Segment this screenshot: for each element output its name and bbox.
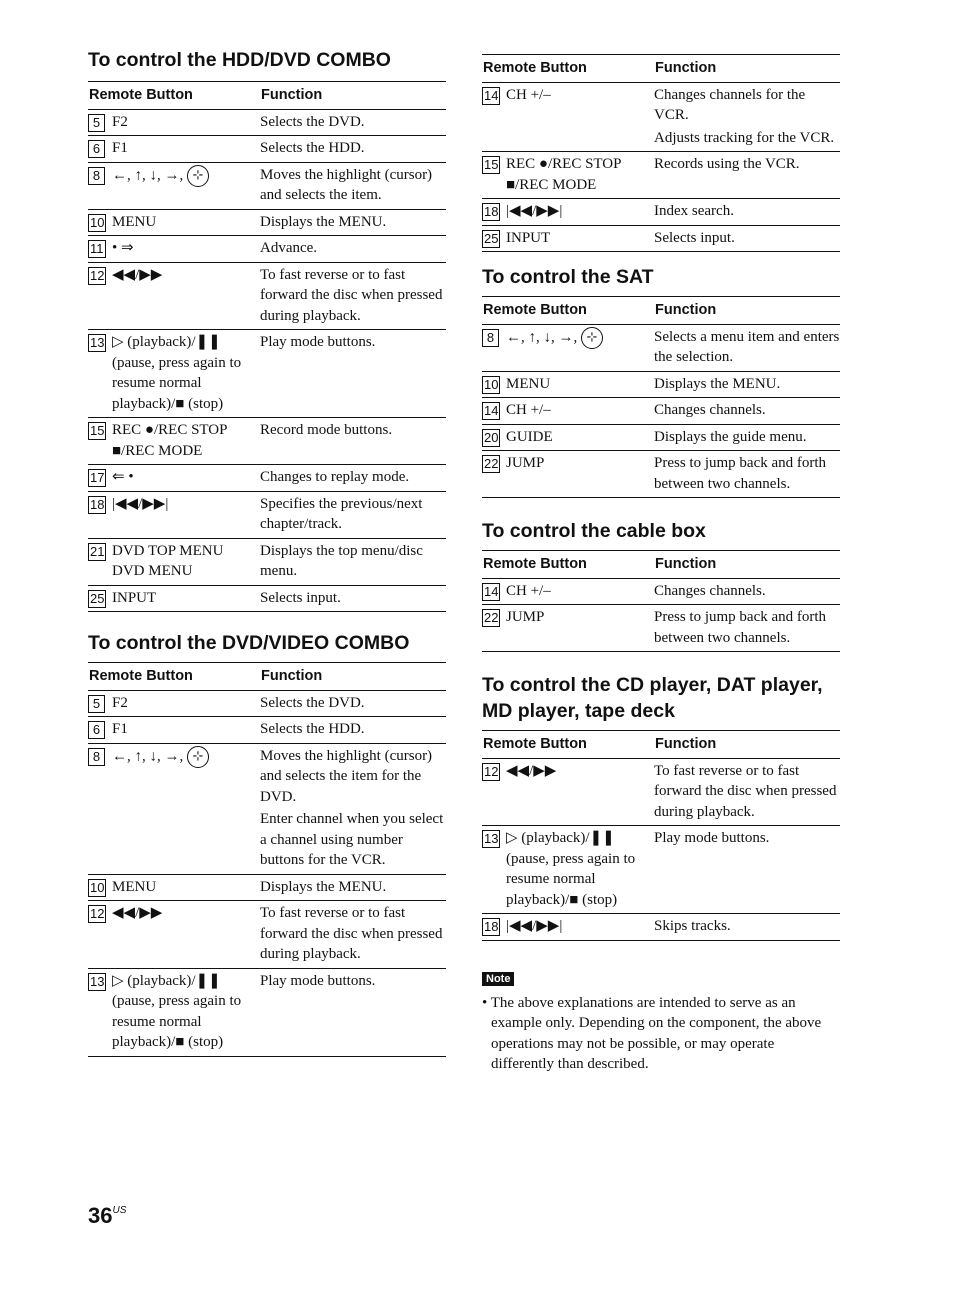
button-label: ◀◀/▶▶ <box>112 266 163 283</box>
function-text: Press to jump back and forth between two channels. <box>654 455 827 492</box>
header-function: Function <box>260 82 446 110</box>
button-label: ⇐ • <box>112 469 134 485</box>
button-label: MENU <box>112 213 157 230</box>
function-cell <box>260 491 446 538</box>
remote-button-cell <box>482 826 654 914</box>
function-cell <box>260 236 446 263</box>
function-text: Selects input. <box>654 229 735 246</box>
function-cell <box>260 874 446 901</box>
table-row <box>88 968 446 1056</box>
function-text: Index search. <box>654 203 734 219</box>
function-text: Changes channels. <box>654 582 766 599</box>
button-label: |◀◀/▶▶| <box>506 203 563 219</box>
button-number: 10 <box>90 214 105 230</box>
function-text: Enter channel when you select a channel using number buttons for the VCR. <box>260 811 444 868</box>
function-text: Moves the highlight (cursor) and selects the item for the DVD. <box>260 747 433 805</box>
remote-button-cell <box>88 262 260 330</box>
button-label: JUMP <box>506 455 545 471</box>
button-number: 18 <box>484 919 499 934</box>
button-number: 8 <box>88 748 105 766</box>
button-label: F1 <box>112 140 128 156</box>
remote-button-cell <box>88 236 260 263</box>
function-cell <box>260 109 446 136</box>
header-function: Function <box>654 551 840 579</box>
button-label: REC ●/REC STOP ■/REC MODE <box>112 422 227 459</box>
function-cell <box>260 209 446 236</box>
function-text: Selects the HDD. <box>260 721 365 737</box>
function-text: Changes channels for the VCR. <box>654 86 806 123</box>
header-remote-button: Remote Button <box>88 663 260 691</box>
remote-button-cell <box>88 136 260 163</box>
button-label: INPUT <box>112 589 157 606</box>
function-text: Press to jump back and forth between two channels. <box>654 609 827 646</box>
function-cell <box>654 758 840 826</box>
function-text: Displays the MENU. <box>654 375 781 392</box>
table-row <box>88 209 446 236</box>
button-number: 13 <box>90 335 105 350</box>
function-text: Selects the HDD. <box>260 140 365 156</box>
button-number: 13 <box>484 831 499 846</box>
function-text: Changes channels. <box>654 402 766 418</box>
function-cell <box>654 199 840 226</box>
function-cell <box>654 914 840 941</box>
remote-button-cell <box>88 330 260 418</box>
section-title-cable: To control the cable box <box>482 520 706 542</box>
remote-button-cell <box>482 371 654 398</box>
button-number: 13 <box>90 973 105 989</box>
function-cell <box>654 398 840 425</box>
function-cell <box>260 262 446 330</box>
function-cell <box>654 605 840 652</box>
table-row <box>482 605 840 652</box>
function-cell <box>260 901 446 969</box>
remote-button-cell <box>88 901 260 969</box>
button-number: 8 <box>88 167 105 185</box>
header-remote-button: Remote Button <box>482 731 654 759</box>
function-text: Changes to replay mode. <box>260 469 410 485</box>
button-number: 10 <box>90 879 105 895</box>
remote-button-cell <box>88 690 260 717</box>
button-number: 5 <box>88 114 105 132</box>
table-row <box>88 330 446 418</box>
table-row <box>482 324 840 371</box>
header-remote-button: Remote Button <box>482 55 654 83</box>
table-row <box>482 199 840 226</box>
button-label: DVD TOP MENU DVD MENU <box>112 542 224 579</box>
function-cell <box>654 152 840 199</box>
table-row <box>88 690 446 717</box>
table-row <box>482 758 840 826</box>
section-title-hdd-dvd: To control the HDD/DVD COMBO <box>88 49 391 71</box>
function-text: Displays the MENU. <box>260 878 387 895</box>
button-label: F1 <box>112 721 128 737</box>
table-cd <box>482 730 840 941</box>
function-text: To fast reverse or to fast forward the disc when pressed during playback. <box>260 266 443 324</box>
button-number: 6 <box>88 721 105 739</box>
header-remote-button: Remote Button <box>482 297 654 325</box>
table-vcr <box>482 54 840 252</box>
table-row <box>482 424 840 451</box>
header-remote-button: Remote Button <box>482 551 654 579</box>
remote-button-cell <box>482 758 654 826</box>
function-text: Moves the highlight (cursor) and selects the item. <box>260 166 433 203</box>
table-dvd-video <box>88 662 446 1057</box>
button-number: 6 <box>88 140 105 158</box>
button-label: • ⇒ <box>112 240 134 256</box>
table-row <box>482 398 840 425</box>
button-label: INPUT <box>506 229 551 246</box>
button-number: 21 <box>90 543 105 559</box>
button-number: 10 <box>484 376 499 392</box>
function-cell <box>654 225 840 252</box>
enter-button-icon: ⊹ <box>187 746 209 768</box>
remote-button-cell <box>88 585 260 612</box>
button-label: ←, ↑, ↓, →, <box>112 166 184 183</box>
function-text: Selects the DVD. <box>260 694 365 711</box>
button-number: 18 <box>90 496 105 512</box>
function-text: Specifies the previous/next chapter/track. <box>260 495 423 532</box>
button-label: ▷ (playback)/❚❚ (pause, press again to resume normal playback)/■ (stop) <box>112 334 242 412</box>
function-cell <box>654 371 840 398</box>
enter-button-icon: ⊹ <box>187 165 209 187</box>
table-row <box>482 152 840 199</box>
button-number: 12 <box>484 763 499 779</box>
function-cell <box>654 451 840 498</box>
remote-button-cell <box>482 578 654 605</box>
button-label: REC ●/REC STOP ■/REC MODE <box>506 156 621 193</box>
remote-button-cell <box>88 491 260 538</box>
function-text: Play mode buttons. <box>654 830 770 846</box>
function-cell <box>260 162 446 209</box>
button-number: 15 <box>484 157 499 172</box>
section-title-dvd-video: To control the DVD/VIDEO COMBO <box>88 632 410 654</box>
function-text: Selects input. <box>260 589 341 606</box>
remote-button-cell <box>88 209 260 236</box>
function-cell <box>654 424 840 451</box>
function-cell <box>260 330 446 418</box>
remote-button-cell <box>482 398 654 425</box>
function-text: Skips tracks. <box>654 918 731 934</box>
button-number: 11 <box>90 241 104 256</box>
function-text: Advance. <box>260 240 318 256</box>
remote-button-cell <box>88 874 260 901</box>
button-label: MENU <box>112 878 157 895</box>
table-row <box>88 109 446 136</box>
button-number: 14 <box>484 403 499 418</box>
note-text: • The above explanations are intended to serve as an example only. Depending on the component, the above operations may not be possible, or may operate differently than described. <box>482 994 822 1072</box>
function-cell <box>260 743 446 874</box>
page-number-suffix: US <box>112 1205 127 1216</box>
table-row <box>482 225 840 252</box>
remote-button-cell <box>88 968 260 1056</box>
remote-button-cell <box>482 424 654 451</box>
function-cell <box>260 465 446 492</box>
button-label: ←, ↑, ↓, →, <box>506 328 578 345</box>
table-row <box>88 262 446 330</box>
button-label: F2 <box>112 694 128 711</box>
function-text: To fast reverse or to fast forward the disc when pressed during playback. <box>654 762 837 820</box>
table-row <box>88 717 446 744</box>
button-number: 14 <box>484 583 499 599</box>
section-title-sat: To control the SAT <box>482 266 654 288</box>
header-remote-button: Remote Button <box>88 82 260 110</box>
table-row <box>482 82 840 152</box>
button-number: 25 <box>484 230 499 246</box>
left-column <box>88 47 446 1057</box>
right-column <box>482 54 840 1075</box>
page-number-value: 36 <box>88 1203 113 1228</box>
remote-button-cell <box>482 152 654 199</box>
function-text: Selects a menu item and enters the selection. <box>654 328 840 365</box>
note-block <box>482 969 840 1075</box>
function-cell <box>260 585 446 612</box>
button-number: 25 <box>90 590 105 606</box>
function-text: Play mode buttons. <box>260 334 376 350</box>
table-row <box>88 874 446 901</box>
function-cell <box>654 82 840 152</box>
function-cell <box>260 538 446 585</box>
table-row <box>88 585 446 612</box>
table-row <box>88 743 446 874</box>
button-label: GUIDE <box>506 428 553 445</box>
section-title-cd: To control the CD player, DAT player, MD player, tape deck <box>482 674 823 722</box>
remote-button-cell <box>482 225 654 252</box>
remote-button-cell <box>88 717 260 744</box>
button-number: 14 <box>484 87 499 103</box>
function-text: Displays the top menu/disc menu. <box>260 542 423 579</box>
header-function: Function <box>260 663 446 691</box>
button-label: ▷ (playback)/❚❚ (pause, press again to resume normal playback)/■ (stop) <box>506 830 636 908</box>
button-label: MENU <box>506 375 551 392</box>
function-text: Selects the DVD. <box>260 113 365 130</box>
header-function: Function <box>654 297 840 325</box>
table-row <box>88 465 446 492</box>
remote-button-cell <box>482 324 654 371</box>
button-label: CH +/– <box>506 582 551 599</box>
function-text: Play mode buttons. <box>260 972 376 989</box>
table-sat <box>482 296 840 498</box>
table-row <box>88 418 446 465</box>
remote-button-cell <box>482 199 654 226</box>
table-row <box>88 136 446 163</box>
button-number: 8 <box>482 329 499 347</box>
function-text: To fast reverse or to fast forward the disc when pressed during playback. <box>260 905 443 962</box>
function-cell <box>654 578 840 605</box>
table-row <box>482 914 840 941</box>
remote-button-cell <box>88 162 260 209</box>
button-number: 22 <box>484 610 499 625</box>
function-cell <box>260 968 446 1056</box>
table-row <box>482 371 840 398</box>
button-label: F2 <box>112 113 128 130</box>
table-row <box>88 491 446 538</box>
function-text: Displays the MENU. <box>260 213 387 230</box>
remote-button-cell <box>482 82 654 152</box>
button-label: CH +/– <box>506 402 551 418</box>
remote-button-cell <box>88 418 260 465</box>
button-number: 20 <box>484 429 499 445</box>
function-cell <box>260 418 446 465</box>
button-label: ▷ (playback)/❚❚ (pause, press again to resume normal playback)/■ (stop) <box>112 972 242 1050</box>
table-row <box>482 578 840 605</box>
function-text: Adjusts tracking for the VCR. <box>654 129 835 146</box>
function-text: Records using the VCR. <box>654 156 800 172</box>
header-function: Function <box>654 55 840 83</box>
table-row <box>88 901 446 969</box>
table-row <box>88 236 446 263</box>
table-row <box>482 826 840 914</box>
button-label: JUMP <box>506 609 545 625</box>
table-hdd-dvd <box>88 81 446 612</box>
header-function: Function <box>654 731 840 759</box>
remote-button-cell <box>482 451 654 498</box>
button-label: ←, ↑, ↓, →, <box>112 747 184 764</box>
function-text: Displays the guide menu. <box>654 428 807 445</box>
remote-button-cell <box>482 914 654 941</box>
button-label: |◀◀/▶▶| <box>112 495 169 512</box>
remote-button-cell <box>88 465 260 492</box>
button-number: 12 <box>90 267 105 283</box>
remote-button-cell <box>482 605 654 652</box>
function-cell <box>654 324 840 371</box>
function-cell <box>260 136 446 163</box>
table-row <box>88 162 446 209</box>
function-text: Record mode buttons. <box>260 422 393 438</box>
remote-button-cell <box>88 109 260 136</box>
function-cell <box>260 717 446 744</box>
function-cell <box>654 826 840 914</box>
button-number: 5 <box>88 695 105 713</box>
button-number: 17 <box>90 470 105 485</box>
button-label: |◀◀/▶▶| <box>506 918 563 934</box>
button-label: ◀◀/▶▶ <box>506 762 557 779</box>
button-number: 22 <box>484 456 499 471</box>
remote-button-cell <box>88 538 260 585</box>
page-number <box>88 1203 126 1229</box>
button-label: CH +/– <box>506 86 551 103</box>
table-cable <box>482 550 840 652</box>
table-row <box>88 538 446 585</box>
note-badge: Note <box>482 972 514 986</box>
button-number: 12 <box>90 906 105 921</box>
button-number: 15 <box>90 423 105 438</box>
remote-button-cell <box>88 743 260 874</box>
function-cell <box>260 690 446 717</box>
table-row <box>482 451 840 498</box>
button-label: ◀◀/▶▶ <box>112 905 163 921</box>
enter-button-icon: ⊹ <box>581 327 603 349</box>
button-number: 18 <box>484 204 499 219</box>
